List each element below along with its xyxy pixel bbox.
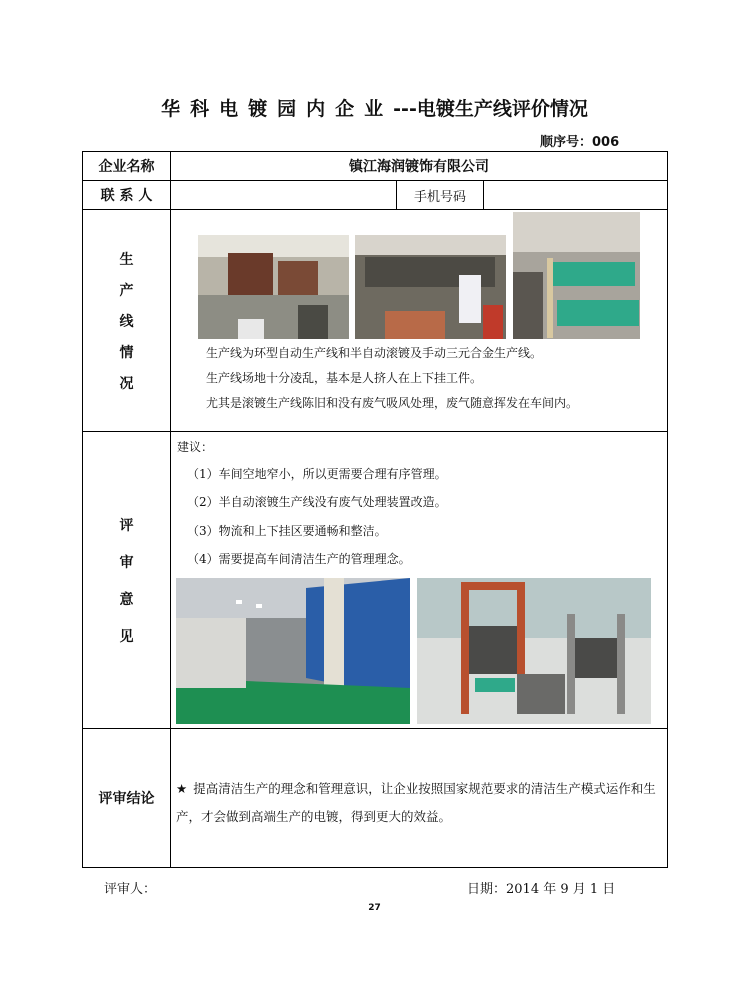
phone-value [484, 181, 668, 210]
review-item: （4）需要提高车间清洁生产的管理理念。 [187, 552, 411, 566]
review-label-char: 审 [119, 554, 134, 571]
production-photo-1 [198, 235, 349, 339]
review-item: （1）车间空地窄小，所以更需要合理有序管理。 [187, 467, 447, 481]
review-label-char: 见 [119, 628, 134, 645]
production-label-char: 生 [119, 251, 134, 268]
company-name-value: 镇江海润镀饰有限公司 [171, 152, 668, 181]
production-text-line: 尤其是滚镀生产线陈旧和没有废气吸风处理，废气随意挥发在车间内。 [206, 396, 579, 410]
conclusion-body: 提高清洁生产的理念和管理意识，让企业按照国家规范要求的清洁生产模式运作和生产，才会做到高端生产的电镀，得到更大的效益。 [176, 781, 656, 824]
star-icon: ★ [176, 781, 188, 796]
conclusion-label: 评审结论 [83, 729, 171, 868]
page-title [0, 94, 749, 121]
review-label-char: 意 [119, 591, 134, 608]
production-photo-3 [513, 212, 640, 339]
evaluation-form [82, 151, 668, 868]
page-number: 27 [368, 903, 381, 913]
production-label-char: 况 [119, 375, 134, 392]
reviewer-label: 评审人： [104, 882, 157, 897]
company-name-label: 企业名称 [83, 152, 171, 181]
production-label [83, 210, 171, 432]
review-label [83, 432, 171, 729]
review-intro: 建议： [177, 440, 214, 454]
production-label-char: 线 [119, 313, 134, 330]
title-rest-part: ---电镀生产线评价情况 [393, 98, 588, 120]
review-item: （2）半自动滚镀生产线没有废气处理装置改造。 [187, 495, 447, 509]
production-label-char: 情 [119, 344, 134, 361]
production-text-line: 生产线场地十分凌乱，基本是人挤人在上下挂工件。 [206, 371, 483, 385]
phone-label: 手机号码 [397, 181, 484, 210]
sequence-number: 顺序号：006 [540, 135, 620, 150]
production-text-line: 生产线为环型自动生产线和半自动滚镀及手动三元合金生产线。 [206, 346, 543, 360]
production-label-char: 产 [119, 282, 134, 299]
review-cell [171, 432, 668, 729]
review-date: 日期：2014 年 9 月 1 日 [467, 882, 616, 897]
contact-value [171, 181, 397, 210]
review-photo-2 [417, 578, 651, 724]
production-photo-2 [355, 235, 506, 339]
conclusion-text [176, 775, 662, 831]
review-label-char: 评 [119, 517, 134, 534]
contact-label: 联 系 人 [83, 181, 171, 210]
conclusion-cell [171, 729, 668, 868]
review-item: （3）物流和上下挂区要通畅和整洁。 [187, 524, 387, 538]
production-cell [171, 210, 668, 432]
review-photo-1 [176, 578, 410, 724]
title-spaced-part: 华科电镀园内企业 [161, 98, 394, 120]
